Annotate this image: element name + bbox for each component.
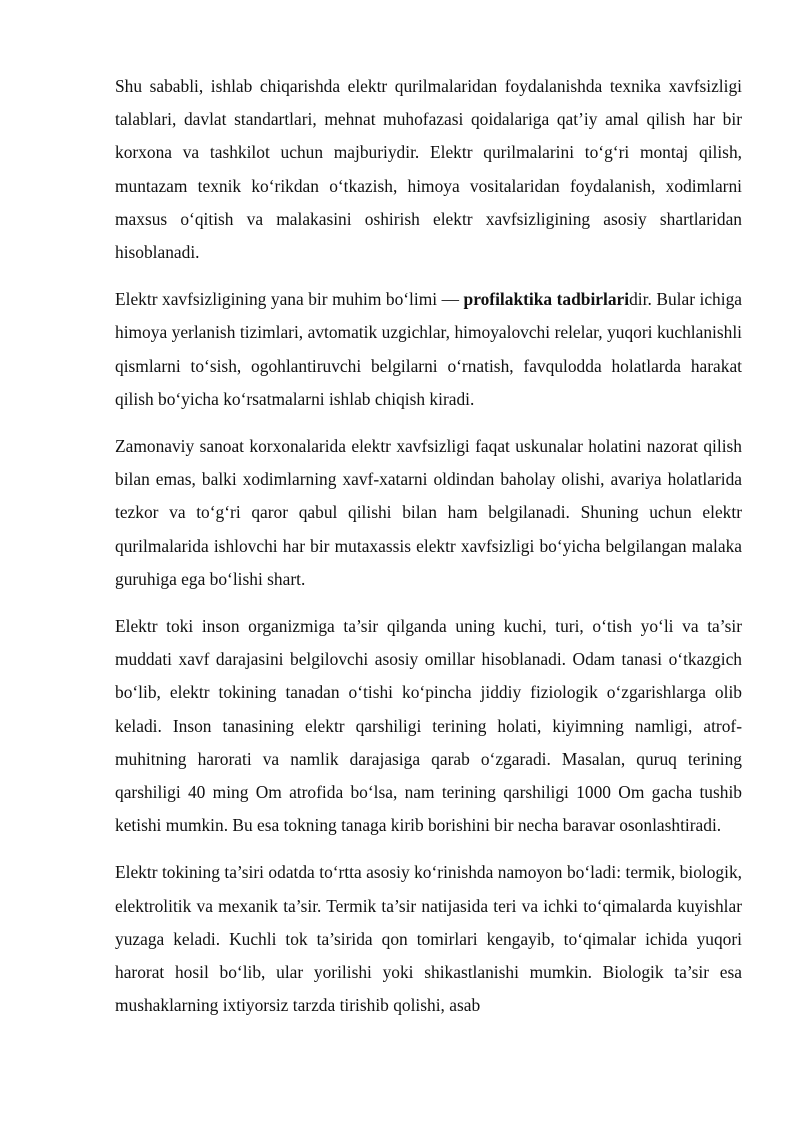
paragraph-4: Elektr toki inson organizmiga ta’sir qilganda uning kuchi, turi, o‘tish yo‘li va ta’sir muddati xavf darajasini belgilovchi asosiy omillar hisoblanadi. Odam tanasi o‘tkazgich bo‘lib, elektr tokining tanadan o‘tishi ko‘pincha jiddiy fiziologik o‘zgarishlarga olib keladi. Inson tanasining elektr qarshiligi terining holati, kiyimning namligi, atrof-muhitning harorati va namlik darajasiga qarab o‘zgaradi. Masalan, quruq terining qarshiligi 40 ming Om atrofida bo‘lsa, nam terining qarshiligi 1000 Om gacha tushib ketishi mumkin. Bu esa tokning tanaga kirib borishini bir necha baravar osonlashtiradi.: [115, 616, 742, 836]
paragraph-1: Shu sababli, ishlab chiqarishda elektr qurilmalaridan foydalanishda texnika xavfsizligi talablari, davlat standartlari, mehnat muhofazasi qoidalariga qat’iy amal qilish har bir korxona va tashkilot uchun majburiydir. Elektr qurilmalarini to‘g‘ri montaj qilish, muntazam texnik ko‘rikdan o‘tkazish, himoya vositalaridan foydalanish, xodimlarni maxsus o‘qitish va malakasini oshirish elektr xavfsizligining asosiy shartlaridan hisoblanadi.: [115, 76, 742, 263]
paragraph-2-emphasis: profilaktika tadbirlari: [463, 289, 630, 310]
document-page: [115, 70, 742, 1036]
paragraph-2-lead: Elektr xavfsizligining yana bir muhim bo‘limi —: [115, 289, 464, 310]
paragraph-2-rest: dir. Bular ichiga himoya yerlanish tizimlari, avtomatik uzgichlar, himoyalovchi relelar, yuqori kuchlanishli qismlarni to‘sish, ogohlantiruvchi belgilarni o‘rnatish, favqulodda holatlarda harakat qilish bo‘yicha ko‘rsatmalarni ishlab chiqish kiradi.: [115, 289, 742, 409]
paragraph-5: Elektr tokining ta’siri odatda to‘rtta asosiy ko‘rinishda namoyon bo‘ladi: termik, biologik, elektrolitik va mexanik ta’sir. Termik ta’sir natijasida teri va ichki to‘qimalarda kuyishlar yuzaga keladi. Kuchli tok ta’sirida qon tomirlari kengayib, to‘qimalar ichida yuqori harorat hosil bo‘lib, ular yorilishi yoki shikastlanishi mumkin. Biologik ta’sir esa mushaklarning ixtiyorsiz tarzda tirishib qolishi, asab: [115, 862, 742, 1016]
paragraph-3: Zamonaviy sanoat korxonalarida elektr xavfsizligi faqat uskunalar holatini nazorat qilish bilan emas, balki xodimlarning xavf-xatarni oldindan baholay olishi, avariya holatlarida tezkor va to‘g‘ri qaror qabul qilishi bilan ham belgilanadi. Shuning uchun elektr qurilmalarida ishlovchi har bir mutaxassis elektr xavfsizligi bo‘yicha belgilangan malaka guruhiga ega bo‘lishi shart.: [115, 436, 742, 589]
paragraph-2: [115, 283, 742, 416]
